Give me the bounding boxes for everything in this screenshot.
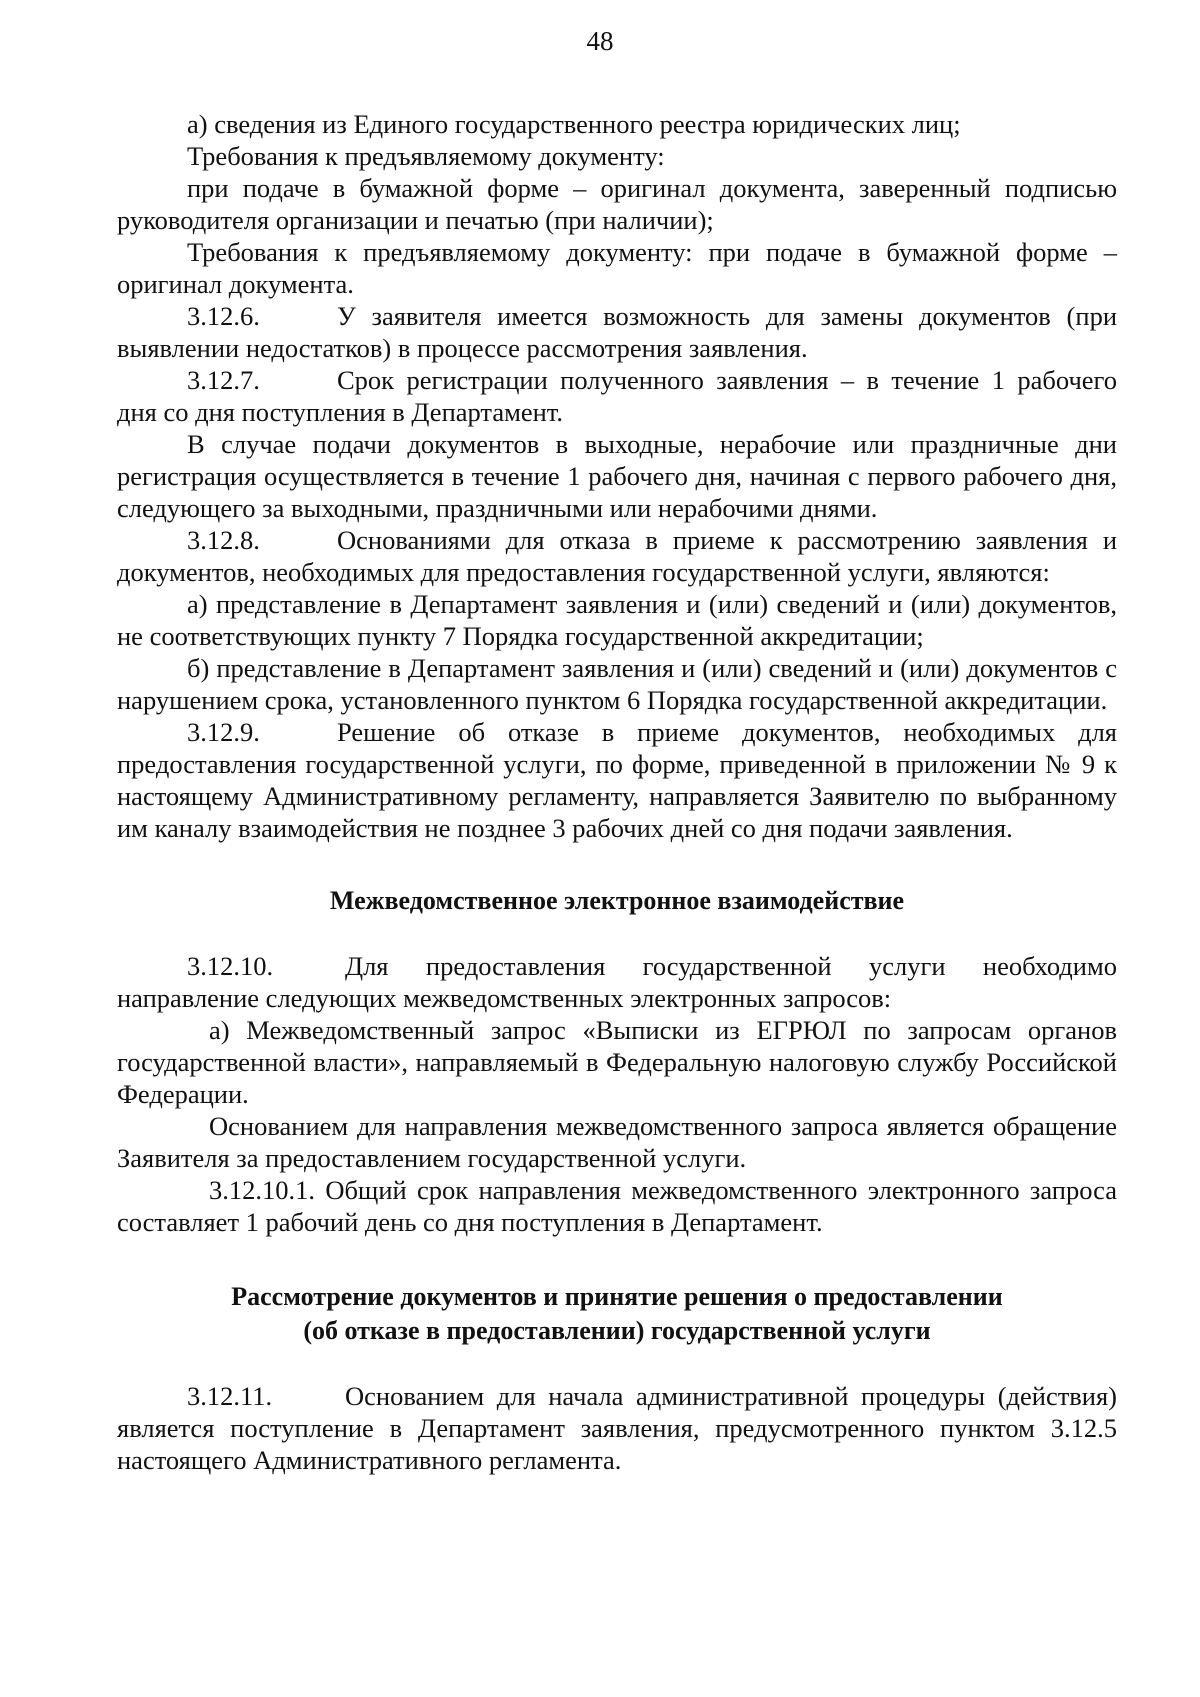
clause-text: У заявителя имеется возможность для замены документов (при выявлении недостатков) в процессе рассмотрения заявления. [117,301,1117,363]
clause-number: 3.12.11. [187,1381,273,1411]
spacer [117,918,1117,950]
section-heading-review-line2: (об отказе в предоставлении) государственной услуги [303,1316,931,1345]
list-item-request: а) Межведомственный запрос «Выписки из ЕГРЮЛ по запросам органов государственной власти», направляемый в Федеральную налоговую службу Российской Федерации. [117,1015,1117,1109]
clause-number: 3.12.6. [187,301,260,331]
clause-text: Основанием для начала административной процедуры (действия) является поступление в Департамент заявления, предусмотренного пунктом 3.12.5 настоящего Административного регламента. [117,1381,1117,1475]
spacer [117,1238,1117,1280]
spacer [117,1348,1117,1380]
spacer [117,844,1117,884]
clause-3-12-9 [117,716,1117,844]
paragraph-requirements-original: Требования к предъявляемому документу: при подаче в бумажной форме – оригинал документа. [117,237,1117,299]
clause-3-12-8 [117,524,1117,588]
clause-text: Основаниями для отказа в приеме к рассмотрению заявления и документов, необходимых для предоставления государственной услуги, являются: [117,525,1117,587]
section-heading-review-line1: Рассмотрение документов и принятие решения о предоставлении [231,1282,1003,1311]
page-number: 48 [586,26,614,56]
paragraph-egrul-info: а) сведения из Единого государственного реестра юридических лиц; [187,109,961,139]
list-item-b: б) представление в Департамент заявления и (или) сведений и (или) документов с нарушением срока, установленного пунктом 6 Порядка государственной аккредитации. [117,653,1117,715]
paragraph-requirements: Требования к предъявляемому документу: [187,141,665,171]
clause-3-12-6 [117,300,1117,364]
clause-text: Решение об отказе в приеме документов, необходимых для предоставления государственной услуги, по форме, приведенной в приложении № 9 к настоящему Административному регламенту, направляется Заявителю по выбранному им каналу взаимодействия не позднее 3 рабочих дней со дня подачи заявления. [117,717,1117,843]
section-heading-interagency: Межведомственное электронное взаимодействие [329,886,905,915]
page-body [117,108,1117,1476]
clause-number: 3.12.10. [187,951,274,981]
paragraph-paper-form: при подаче в бумажной форме – оригинал документа, заверенный подписью руководителя организации и печатью (при наличии); [117,173,1117,235]
paragraph-basis-request: Основанием для направления межведомственного запроса является обращение Заявителя за предоставлением государственной услуги. [117,1111,1117,1173]
clause-3-12-11 [117,1380,1117,1476]
list-item-a: а) представление в Департамент заявления и (или) сведений и (или) документов, не соответствующих пункту 7 Порядка государственной аккредитации; [117,589,1117,651]
clause-text: Срок регистрации полученного заявления – в течение 1 рабочего дня со дня поступления в Департамент. [117,365,1117,427]
clause-number: 3.12.9. [187,717,260,747]
paragraph-holidays: В случае подачи документов в выходные, нерабочие или праздничные дни регистрация осуществляется в течение 1 рабочего дня, начиная с первого рабочего дня, следующего за выходными, праздничными или нерабочими днями. [117,429,1117,523]
clause-number: 3.12.8. [187,525,260,555]
clause-3-12-7 [117,364,1117,428]
clause-number: 3.12.7. [187,365,260,395]
clause-3-12-10 [117,950,1117,1014]
clause-3-12-10-1: 3.12.10.1. Общий срок направления межведомственного электронного запроса составляет 1 рабочий день со дня поступления в Департамент. [117,1175,1117,1237]
clause-text: Для предоставления государственной услуги необходимо направление следующих межведомственных электронных запросов: [117,951,1117,1013]
